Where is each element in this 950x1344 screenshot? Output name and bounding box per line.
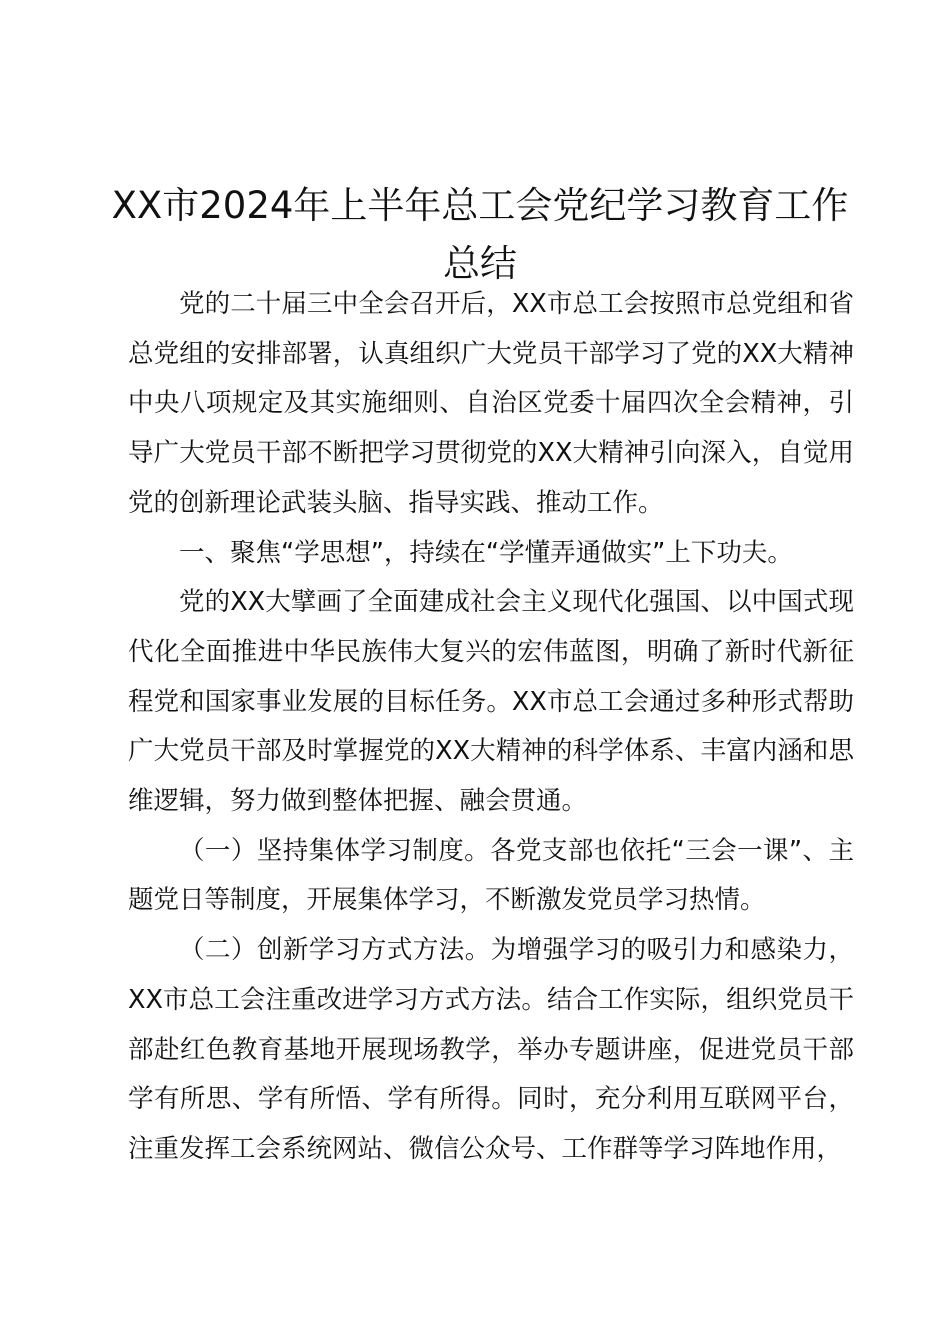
paragraph-intro: 党的二十届三中全会召开后，XX市总工会按照市总党组和省总党组的安排部署，认真组织广大党员干部学习了党的XX大精神中央八项规定及其实施细则、自治区党委十届四次全会精神，引导广大党员干部不断把学习贯彻党的XX大精神引向深入，自觉用党的创新理论武装头脑、指导实践、推动工作。 — [128, 289, 854, 518]
document-title: XX市2024年上半年总工会党纪学习教育工作总结 — [111, 183, 849, 285]
document-body — [128, 280, 854, 1175]
paragraph-section-1: 党的XX大擘画了全面建成社会主义现代化强国、以中国式现代化全面推进中华民族伟大复兴的宏伟蓝图，明确了新时代新征程党和国家事业发展的目标任务。XX市总工会通过多种形式帮助广大党员干部及时掌握党的XX大精神的科学体系、丰富内涵和思维逻辑，努力做到整体把握、融会贯通。 — [128, 587, 854, 817]
paragraph-subsection-2: （二）创新学习方式方法。为增强学习的吸引力和感染力，XX市总工会注重改进学习方式方法。结合工作实际，组织党员干部赴红色教育基地开展现场教学，举办专题讲座，促进党员干部学有所思、学有所悟、学有所得。同时，充分利用互联网平台，注重发挥工会系统网站、微信公众号、工作群等学习阵地作用， — [128, 935, 854, 1164]
section-heading-1: 一、聚焦“学思想”，持续在“学懂弄通做实”上下功夫。 — [179, 537, 793, 568]
paragraph-subsection-1: （一）坚持集体学习制度。各党支部也依托“三会一课”、主题党日等制度，开展集体学习，不断激发党员学习热情。 — [128, 835, 854, 916]
